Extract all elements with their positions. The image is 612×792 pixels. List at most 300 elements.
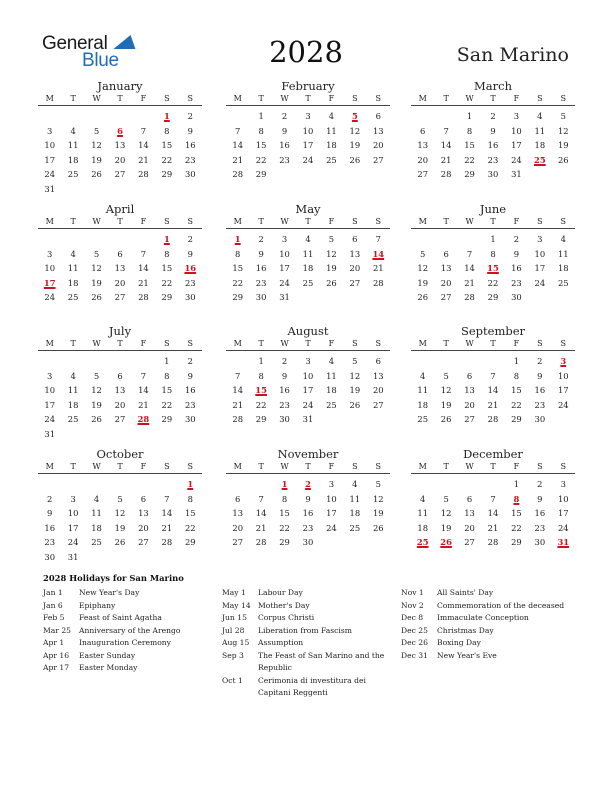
days-grid xyxy=(226,229,390,305)
day-cell: 1 xyxy=(466,111,473,121)
empty-cell xyxy=(458,354,481,369)
holiday-date: May 14 xyxy=(222,600,251,610)
day-cell: 7 xyxy=(235,370,241,381)
day-cell: 11 xyxy=(349,493,361,504)
holiday-entry xyxy=(401,650,571,663)
day-cell: 21 xyxy=(372,263,384,274)
day-cell: 11 xyxy=(302,248,314,259)
day-cell: 28 xyxy=(232,169,244,180)
day-cell: 23 xyxy=(279,154,290,165)
day-cell: 23 xyxy=(302,522,314,533)
weekday-label: M xyxy=(233,217,242,226)
days-grid xyxy=(226,106,390,182)
days-grid xyxy=(38,474,202,565)
weekday-label: T xyxy=(117,217,123,226)
day-cell: 19 xyxy=(440,522,452,533)
holiday-date: Oct 1 xyxy=(222,675,243,685)
day-cell: 12 xyxy=(91,385,102,396)
day-cell: 6 xyxy=(117,248,123,259)
day-cell: 3 xyxy=(305,111,311,121)
logo-text-blue: Blue xyxy=(82,50,119,71)
weekday-label: S xyxy=(187,462,194,471)
day-cell: 24 xyxy=(67,537,79,548)
holiday-entry xyxy=(222,587,392,600)
day-cell: 26 xyxy=(114,537,126,548)
day-cell: 21 xyxy=(161,522,173,533)
weekday-header xyxy=(226,338,390,351)
days-grid xyxy=(38,229,202,305)
day-cell: 14 xyxy=(138,140,149,151)
weekday-label: S xyxy=(560,94,567,103)
day-cell: 18 xyxy=(326,140,337,151)
empty-cell xyxy=(132,232,155,247)
holiday-name: Easter Monday xyxy=(79,663,138,672)
days-grid xyxy=(38,106,202,197)
day-cell: 5 xyxy=(93,248,100,259)
day-cell: 19 xyxy=(349,385,361,396)
holiday-date: Dec 26 xyxy=(401,638,428,647)
day-cell: 2 xyxy=(47,493,53,504)
day-cell: 24 xyxy=(302,399,314,410)
day-cell: 4 xyxy=(352,479,358,489)
holiday-day-cell: 28 xyxy=(137,414,150,425)
day-cell: 8 xyxy=(281,493,288,504)
weekday-label: W xyxy=(280,94,289,103)
empty-cell xyxy=(85,232,108,247)
day-cell: 2 xyxy=(513,234,520,244)
day-cell: 18 xyxy=(302,263,314,274)
day-cell: 7 xyxy=(140,370,147,381)
day-cell: 26 xyxy=(349,154,361,165)
day-cell: 26 xyxy=(349,399,361,410)
day-cell: 18 xyxy=(67,154,79,165)
day-cell: 25 xyxy=(326,154,337,165)
holiday-column xyxy=(43,587,213,675)
day-cell: 14 xyxy=(138,263,149,274)
day-cell: 29 xyxy=(255,414,267,425)
day-cell: 18 xyxy=(534,140,546,151)
day-cell: 20 xyxy=(114,277,126,288)
day-cell: 17 xyxy=(302,385,314,396)
calendar-year-title: 2028 xyxy=(269,35,343,69)
day-cell: 26 xyxy=(372,522,384,533)
empty-cell xyxy=(411,232,434,247)
day-cell: 16 xyxy=(534,508,546,519)
day-cell: 16 xyxy=(534,385,546,396)
day-cell: 4 xyxy=(537,111,543,121)
empty-cell xyxy=(85,109,108,124)
day-cell: 27 xyxy=(114,414,126,425)
weekday-label: F xyxy=(140,462,147,471)
day-cell: 17 xyxy=(44,399,56,410)
weekday-label: S xyxy=(187,339,194,348)
holiday-entry xyxy=(401,612,571,625)
weekday-label: F xyxy=(140,339,147,348)
day-cell: 6 xyxy=(140,493,147,504)
weekday-label: W xyxy=(465,94,474,103)
day-cell: 17 xyxy=(44,154,56,165)
day-cell: 15 xyxy=(161,140,173,151)
day-cell: 17 xyxy=(302,140,314,151)
day-cell: 28 xyxy=(161,537,173,548)
day-cell: 12 xyxy=(349,370,361,381)
weekday-label: S xyxy=(375,462,382,471)
days-grid xyxy=(411,229,575,305)
weekday-label: S xyxy=(164,217,170,226)
day-cell: 2 xyxy=(537,479,543,489)
day-cell: 12 xyxy=(372,493,384,504)
day-cell: 3 xyxy=(328,479,335,489)
weekday-label: T xyxy=(70,217,76,226)
day-cell: 12 xyxy=(91,263,102,274)
day-cell: 7 xyxy=(235,125,241,136)
holiday-date: May 1 xyxy=(222,588,246,597)
day-cell: 8 xyxy=(164,125,170,136)
day-cell: 16 xyxy=(184,140,196,151)
day-cell: 10 xyxy=(67,508,79,519)
day-cell: 4 xyxy=(420,370,426,381)
holiday-day-cell: 15 xyxy=(487,263,499,274)
day-cell: 2 xyxy=(187,356,193,366)
day-cell: 3 xyxy=(47,370,53,381)
empty-cell xyxy=(226,354,249,369)
day-cell: 12 xyxy=(440,508,452,519)
weekday-label: S xyxy=(537,94,543,103)
empty-cell xyxy=(108,109,131,124)
day-cell: 11 xyxy=(417,385,429,396)
day-cell: 19 xyxy=(91,399,102,410)
day-cell: 20 xyxy=(138,522,149,533)
day-cell: 12 xyxy=(326,248,337,259)
day-cell: 15 xyxy=(255,140,267,151)
day-cell: 19 xyxy=(326,263,337,274)
day-cell: 19 xyxy=(114,522,126,533)
day-cell: 3 xyxy=(47,125,53,136)
day-cell: 14 xyxy=(440,140,452,151)
weekday-label: M xyxy=(418,94,427,103)
weekday-label: S xyxy=(537,462,543,471)
weekday-label: F xyxy=(328,462,335,471)
weekday-label: F xyxy=(513,462,520,471)
day-cell: 28 xyxy=(138,169,149,180)
day-cell: 14 xyxy=(487,508,499,519)
weekday-label: M xyxy=(233,339,242,348)
day-cell: 6 xyxy=(352,234,358,244)
month-title: March xyxy=(474,79,512,93)
day-cell: 27 xyxy=(464,537,475,548)
holiday-entry xyxy=(401,587,571,600)
empty-cell xyxy=(434,109,457,124)
month-title: January xyxy=(97,79,143,93)
empty-cell xyxy=(434,232,457,247)
day-cell: 28 xyxy=(487,414,499,425)
day-cell: 20 xyxy=(464,522,475,533)
holiday-date: Feb 5 xyxy=(43,613,65,622)
weekday-label: S xyxy=(352,462,358,471)
weekday-label: M xyxy=(418,217,427,226)
day-cell: 31 xyxy=(279,292,290,303)
weekday-label: S xyxy=(375,339,382,348)
day-cell: 24 xyxy=(44,169,56,180)
holiday-day-cell: 25 xyxy=(416,537,429,548)
weekday-label: W xyxy=(92,94,101,103)
day-cell: 18 xyxy=(557,263,569,274)
day-cell: 17 xyxy=(511,140,522,151)
day-cell: 23 xyxy=(184,154,196,165)
days-grid xyxy=(226,351,390,427)
days-grid xyxy=(226,474,390,550)
holiday-date: Dec 25 xyxy=(401,625,428,635)
day-cell: 22 xyxy=(255,399,267,410)
holiday-day-cell: 5 xyxy=(351,111,358,121)
empty-cell xyxy=(132,109,155,124)
weekday-header xyxy=(411,93,575,106)
day-cell: 13 xyxy=(417,140,429,151)
day-cell: 10 xyxy=(279,248,290,259)
day-cell: 22 xyxy=(232,277,244,288)
month-august xyxy=(226,324,390,427)
day-cell: 25 xyxy=(349,522,361,533)
day-cell: 24 xyxy=(44,292,56,303)
day-cell: 28 xyxy=(232,414,244,425)
weekday-label: S xyxy=(560,462,567,471)
empty-cell xyxy=(61,232,84,247)
holiday-name: Immaculate Conception xyxy=(437,613,529,622)
weekday-header xyxy=(226,216,390,229)
day-cell: 10 xyxy=(44,385,56,396)
day-cell: 22 xyxy=(184,522,196,533)
weekday-label: F xyxy=(140,94,147,103)
day-cell: 20 xyxy=(114,154,126,165)
holiday-date: Jul 28 xyxy=(222,625,245,635)
empty-cell xyxy=(61,109,84,124)
holiday-column xyxy=(222,587,392,700)
day-cell: 23 xyxy=(511,277,522,288)
day-cell: 30 xyxy=(487,169,499,180)
month-april xyxy=(38,202,202,305)
day-cell: 29 xyxy=(487,292,499,303)
day-cell: 29 xyxy=(161,414,173,425)
day-cell: 21 xyxy=(487,522,499,533)
day-cell: 9 xyxy=(537,370,543,381)
empty-cell xyxy=(411,109,434,124)
holiday-date: Apr 1 xyxy=(43,638,65,647)
day-cell: 6 xyxy=(375,356,381,366)
day-cell: 29 xyxy=(255,169,267,180)
month-january xyxy=(38,79,202,197)
day-cell: 28 xyxy=(464,292,475,303)
weekday-label: S xyxy=(187,217,194,226)
day-cell: 26 xyxy=(557,154,569,165)
empty-cell xyxy=(458,477,481,492)
day-cell: 5 xyxy=(375,479,381,489)
day-cell: 11 xyxy=(326,125,337,136)
day-cell: 6 xyxy=(117,370,123,381)
weekday-header xyxy=(226,461,390,474)
holiday-entry xyxy=(401,625,571,638)
day-cell: 25 xyxy=(67,414,79,425)
holiday-day-cell: 16 xyxy=(184,263,197,274)
holiday-day-cell: 1 xyxy=(163,111,170,121)
holiday-date: Jun 15 xyxy=(222,613,247,622)
weekday-label: S xyxy=(187,94,194,103)
weekday-label: T xyxy=(490,462,496,471)
day-cell: 20 xyxy=(114,399,126,410)
day-cell: 14 xyxy=(232,140,244,151)
day-cell: 7 xyxy=(443,125,449,136)
days-grid xyxy=(411,474,575,550)
day-cell: 20 xyxy=(372,385,384,396)
weekday-label: S xyxy=(164,462,170,471)
day-cell: 24 xyxy=(326,522,337,533)
day-cell: 3 xyxy=(560,479,566,489)
empty-cell xyxy=(61,477,84,492)
day-cell: 5 xyxy=(352,356,358,366)
day-cell: 13 xyxy=(464,508,475,519)
day-cell: 15 xyxy=(279,508,290,519)
day-cell: 10 xyxy=(44,263,56,274)
weekday-label: F xyxy=(328,339,335,348)
holiday-entry xyxy=(401,637,571,650)
day-cell: 1 xyxy=(164,356,170,366)
day-cell: 11 xyxy=(67,385,79,396)
holiday-day-cell: 2 xyxy=(305,479,311,489)
day-cell: 26 xyxy=(417,292,429,303)
empty-cell xyxy=(38,109,61,124)
weekday-header xyxy=(226,93,390,106)
weekday-label: T xyxy=(443,217,449,226)
day-cell: 26 xyxy=(326,277,337,288)
holiday-date: Sep 3 xyxy=(222,650,244,660)
logo-text-general: General xyxy=(42,33,108,54)
empty-cell xyxy=(434,354,457,369)
day-cell: 25 xyxy=(91,537,102,548)
day-cell: 17 xyxy=(67,522,79,533)
day-cell: 12 xyxy=(91,140,102,151)
day-cell: 18 xyxy=(349,508,361,519)
day-cell: 14 xyxy=(232,385,244,396)
day-cell: 21 xyxy=(440,154,452,165)
day-cell: 1 xyxy=(513,356,520,366)
day-cell: 4 xyxy=(560,234,566,244)
weekday-label: T xyxy=(443,94,449,103)
day-cell: 30 xyxy=(44,551,56,562)
day-cell: 8 xyxy=(164,248,170,259)
day-cell: 26 xyxy=(440,414,452,425)
day-cell: 27 xyxy=(372,154,384,165)
weekday-label: T xyxy=(70,339,76,348)
day-cell: 22 xyxy=(511,399,522,410)
weekday-label: S xyxy=(560,217,567,226)
day-cell: 2 xyxy=(537,356,543,366)
weekday-label: T xyxy=(490,94,496,103)
day-cell: 16 xyxy=(302,508,314,519)
day-cell: 4 xyxy=(70,125,76,136)
day-cell: 15 xyxy=(464,140,475,151)
weekday-label: T xyxy=(117,462,123,471)
day-cell: 25 xyxy=(417,414,429,425)
day-cell: 23 xyxy=(534,399,546,410)
day-cell: 21 xyxy=(138,154,149,165)
weekday-label: T xyxy=(117,339,123,348)
day-cell: 25 xyxy=(557,277,569,288)
empty-cell xyxy=(481,477,504,492)
day-cell: 29 xyxy=(511,414,522,425)
day-cell: 30 xyxy=(279,414,290,425)
day-cell: 16 xyxy=(184,385,196,396)
holiday-name: Feast of Saint Agatha xyxy=(79,613,162,622)
day-cell: 16 xyxy=(487,140,499,151)
empty-cell xyxy=(132,354,155,369)
holiday-entry xyxy=(222,637,392,650)
day-cell: 22 xyxy=(255,154,267,165)
holiday-entry xyxy=(222,675,392,700)
day-cell: 7 xyxy=(490,370,496,381)
day-cell: 29 xyxy=(161,169,173,180)
day-cell: 18 xyxy=(91,522,102,533)
weekday-label: W xyxy=(280,462,289,471)
day-cell: 23 xyxy=(184,399,196,410)
weekday-label: M xyxy=(45,217,54,226)
holiday-day-cell: 1 xyxy=(234,234,241,244)
weekday-label: F xyxy=(513,217,520,226)
weekday-label: T xyxy=(70,94,76,103)
day-cell: 20 xyxy=(464,399,475,410)
month-november xyxy=(226,447,390,550)
day-cell: 9 xyxy=(537,493,543,504)
day-cell: 18 xyxy=(417,399,429,410)
day-cell: 14 xyxy=(255,508,267,519)
day-cell: 2 xyxy=(490,111,496,121)
holiday-day-cell: 26 xyxy=(440,537,452,548)
day-cell: 18 xyxy=(67,277,79,288)
month-february xyxy=(226,79,390,182)
month-june xyxy=(411,202,575,305)
day-cell: 22 xyxy=(161,399,173,410)
day-cell: 4 xyxy=(420,493,426,504)
day-cell: 21 xyxy=(232,399,244,410)
day-cell: 9 xyxy=(281,370,288,381)
day-cell: 1 xyxy=(490,234,496,244)
holiday-day-cell: 3 xyxy=(560,356,567,366)
holiday-name: Assumption xyxy=(258,638,304,647)
day-cell: 9 xyxy=(187,248,193,259)
holidays-title: 2028 Holidays for San Marino xyxy=(43,573,184,583)
weekday-label: W xyxy=(92,217,101,226)
day-cell: 22 xyxy=(487,277,499,288)
holiday-entry xyxy=(43,587,213,600)
day-cell: 15 xyxy=(161,263,173,274)
month-title: December xyxy=(463,447,523,461)
day-cell: 18 xyxy=(417,522,429,533)
empty-cell xyxy=(434,477,457,492)
weekday-label: S xyxy=(375,217,382,226)
holiday-date: Aug 15 xyxy=(222,638,250,647)
weekday-label: M xyxy=(45,462,54,471)
weekday-label: M xyxy=(45,94,54,103)
day-cell: 27 xyxy=(114,169,126,180)
month-title: February xyxy=(281,79,335,93)
day-cell: 19 xyxy=(372,508,384,519)
day-cell: 28 xyxy=(372,277,384,288)
holiday-day-cell: 17 xyxy=(43,277,56,288)
day-cell: 9 xyxy=(258,248,264,259)
day-cell: 30 xyxy=(184,414,196,425)
holiday-name: Corpus Christi xyxy=(258,613,315,622)
day-cell: 13 xyxy=(232,508,244,519)
weekday-label: W xyxy=(92,462,101,471)
day-cell: 5 xyxy=(328,234,335,244)
